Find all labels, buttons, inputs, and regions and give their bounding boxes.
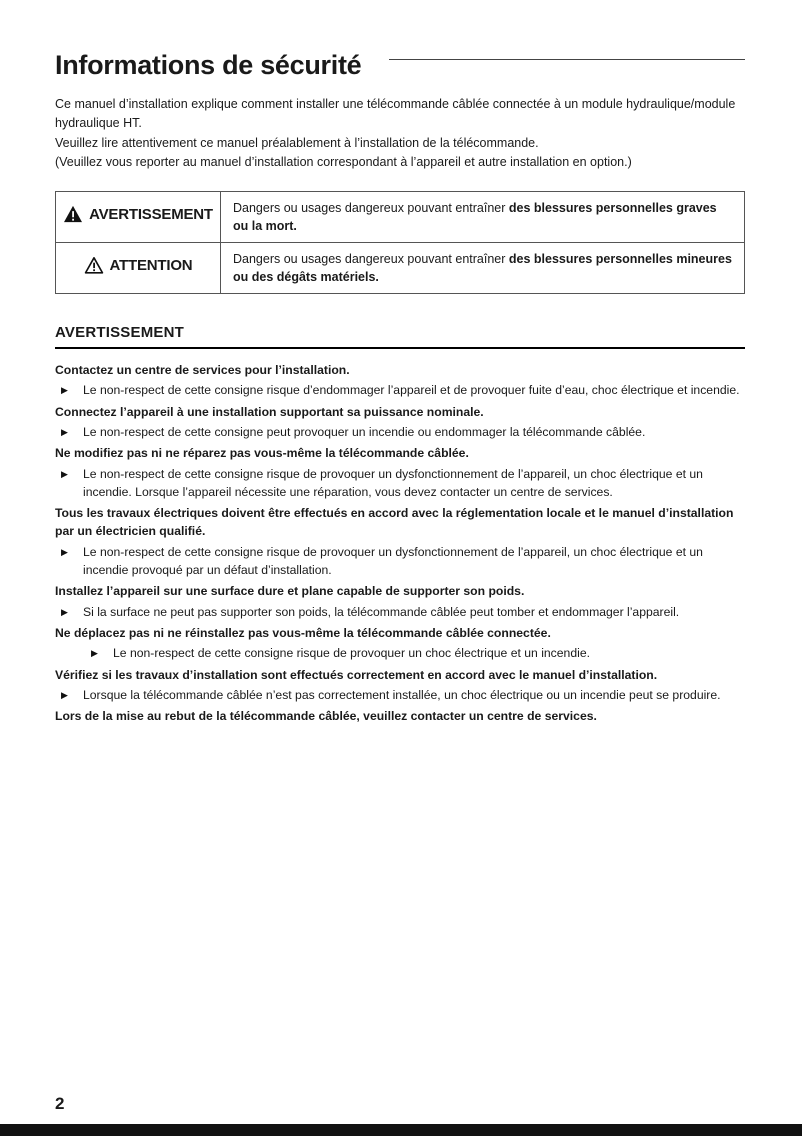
- page-title: Informations de sécurité: [55, 50, 362, 80]
- severity-description-bold: des blessures personnelles graves ou la mort.: [233, 200, 717, 233]
- bullet-text: Le non-respect de cette consigne risque d’endommager l’appareil et de provoquer fuite d’eau, choc électrique et incendie.: [83, 383, 740, 398]
- severity-description-bold: des blessures personnelles mineures ou des dégâts matériels.: [233, 251, 732, 284]
- severity-label: ATTENTION: [109, 256, 193, 274]
- intro-line: (Veuillez vous reporter au manuel d’installation correspondant à l’appareil et autre installation en option.): [55, 155, 632, 170]
- caution-outline-icon: [84, 256, 104, 274]
- bullet-text: Le non-respect de cette consigne risque de provoquer un choc électrique et un incendie.: [113, 646, 590, 661]
- instruction-heading: Tous les travaux électriques doivent être effectués en accord avec la réglementation locale et le manuel d’installation par un électricien qualifié.: [55, 506, 734, 539]
- bullet-item: [55, 543, 745, 580]
- severity-description-cell: [221, 191, 745, 242]
- instruction-heading: Contactez un centre de services pour l’installation.: [55, 363, 350, 378]
- title-rule: [389, 59, 745, 60]
- warning-severity-table: [55, 191, 745, 295]
- instruction-heading: Lors de la mise au rebut de la télécommande câblée, veuillez contacter un centre de services.: [55, 709, 597, 724]
- bullet-arrow-icon: ▶: [61, 468, 68, 479]
- instruction-heading: Installez l’appareil sur une surface dure et plane capable de supporter son poids.: [55, 584, 525, 599]
- bullet-item: [55, 603, 745, 621]
- warning-filled-icon: [63, 205, 83, 223]
- bullet-item: [55, 465, 745, 502]
- severity-description-cell: [221, 242, 745, 293]
- bullet-arrow-icon: ▶: [61, 689, 68, 700]
- title-row: [55, 50, 745, 81]
- intro-line: Veuillez lire attentivement ce manuel préalablement à l’installation de la télécommande.: [55, 135, 539, 150]
- bullet-item: [55, 423, 745, 441]
- table-row: [56, 242, 745, 293]
- warning-list: [55, 361, 745, 725]
- bullet-text: Le non-respect de cette consigne peut provoquer un incendie ou endommager la télécommande câblée.: [83, 424, 646, 439]
- bullet-text: Lorsque la télécommande câblée n’est pas correctement installée, un choc électrique ou un incendie peut se produire.: [83, 687, 721, 702]
- severity-label-cell: [56, 242, 221, 293]
- severity-label: AVERTISSEMENT: [89, 205, 213, 223]
- bullet-arrow-icon: ▶: [61, 385, 68, 396]
- footer-bar: [0, 1124, 802, 1136]
- bullet-arrow-icon: ▶: [61, 546, 68, 557]
- bullet-arrow-icon: ▶: [61, 426, 68, 437]
- bullet-arrow-icon: ▶: [91, 648, 98, 659]
- bullet-item: [55, 644, 745, 662]
- intro-line: Ce manuel d’installation explique comment installer une télécommande câblée connectée à un module hydraulique/module hydraulique HT.: [55, 97, 736, 131]
- intro: [55, 95, 745, 173]
- bullet-text: Le non-respect de cette consigne risque de provoquer un dysfonctionnement de l’appareil, un choc électrique et un incendie provoqué par un défaut d’installation.: [83, 544, 703, 578]
- severity-description: Dangers ou usages dangereux pouvant entraîner: [233, 200, 509, 215]
- instruction-heading: Ne déplacez pas ni ne réinstallez pas vous-même la télécommande câblée connectée.: [55, 625, 551, 640]
- bullet-item: [55, 686, 745, 704]
- bullet-text: Le non-respect de cette consigne risque de provoquer un dysfonctionnement de l’appareil, un choc électrique et un incendie. Lorsque l’appareil nécessite une réparation, vous devez contacter un centre de services.: [83, 466, 703, 499]
- bullet-item: [55, 381, 745, 399]
- instruction-heading: Vérifiez si les travaux d’installation sont effectués correctement en accord avec le manuel d’installation.: [55, 667, 658, 682]
- instruction-heading: Connectez l’appareil à une installation supportant sa puissance nominale.: [55, 404, 484, 419]
- page-number: 2: [55, 1094, 65, 1113]
- severity-description: Dangers ou usages dangereux pouvant entraîner: [233, 251, 509, 266]
- section-heading-avertissement: AVERTISSEMENT: [55, 324, 745, 349]
- instruction-heading: Ne modifiez pas ni ne réparez pas vous-même la télécommande câblée.: [55, 446, 469, 461]
- severity-label-cell: [56, 191, 221, 242]
- bullet-text: Si la surface ne peut pas supporter son poids, la télécommande câblée peut tomber et endommager l’appareil.: [83, 604, 680, 619]
- table-row: [56, 191, 745, 242]
- bullet-arrow-icon: ▶: [61, 606, 68, 617]
